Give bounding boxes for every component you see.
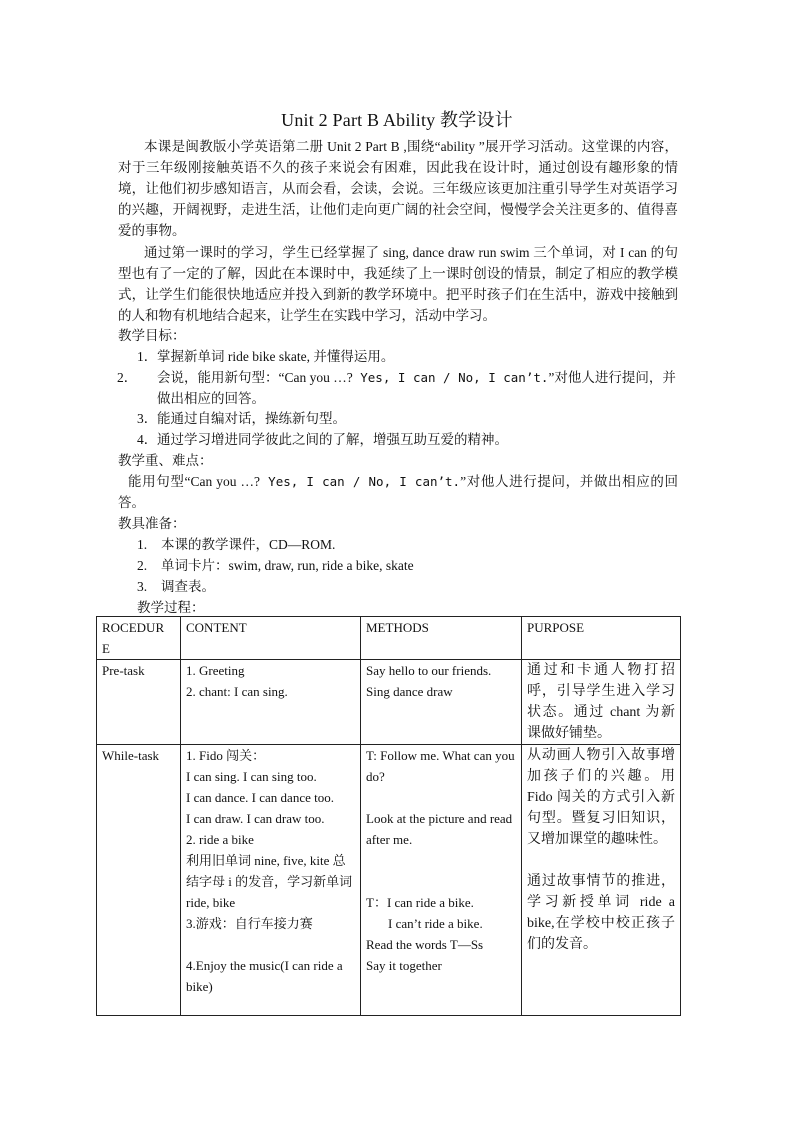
objective-item: 4．通过学习增进同学彼此之间的了解，增强互助互爱的精神。 [137, 432, 508, 447]
intro-paragraph: 本课是闽教版小学英语第二册 Unit 2 Part B ,围绕“ability ”展开学习活动。这堂课的内容，对于三年级刚接触英语不久的孩子来说会有困难，因此我在设计时，通过创设有趣形象的情境，让他们初步感知语言，从而会看，会读，会说。三年级应该更加注重引导学生对英语学习的兴趣，开阔视野，走进生活，让他们走向更广阔的社会空间，慢慢学会关注更多的、值得喜爱的事物。 [118, 139, 678, 238]
key-points-heading: 教学重、难点： [118, 453, 213, 468]
key-points-text: 能用句型“Can you …? Yes, I can / No, I can’t.”对他人进行提问，并做出相应的回答。 [118, 474, 679, 510]
objective-item: 1．掌握新单词 ride bike skate, 并懂得运用。 [137, 349, 395, 364]
process-heading: 教学过程： [137, 600, 205, 615]
procedure-cell: While-task [97, 745, 181, 1016]
table-header-row [97, 617, 681, 660]
purpose-cell: 从动画人物引入故事增加孩子们的兴趣。用 Fido 闯关的方式引入新句型。暨复习旧知识，又增加课堂的趣味性。 通过故事情节的推进，学习新授单词 ride a bike,在学校中校正孩子们的发音。 [522, 745, 681, 1016]
methods-cell: T: Follow me. What can you do? Look at the picture and read after me. T：I can ride a bike. I can’t ride a bike. Read the words T—Ss Say it together [361, 745, 522, 1016]
header-content: CONTENT [181, 617, 361, 660]
purpose-cell: 通过和卡通人物打招呼，引导学生进入学习状态。通过 chant 为新课做好铺垫。 [522, 660, 681, 745]
process-table [96, 616, 681, 1016]
material-item: 2. 单词卡片：swim, draw, run, ride a bike, skate [137, 558, 414, 573]
objectives-heading: 教学目标： [118, 328, 186, 343]
header-procedure: ROCEDUR E [97, 617, 181, 660]
content-cell: 1. Greeting 2. chant: I can sing. [181, 660, 361, 745]
methods-cell: Say hello to our friends. Sing dance draw [361, 660, 522, 745]
material-item: 3. 调查表。 [137, 579, 215, 594]
table-row [97, 660, 681, 745]
header-methods: METHODS [361, 617, 522, 660]
document-title: Unit 2 Part B Ability 教学设计 [281, 110, 513, 130]
header-purpose: PURPOSE [522, 617, 681, 660]
procedure-cell: Pre-task [97, 660, 181, 745]
material-item: 1. 本课的教学课件，CD—ROM. [137, 537, 336, 552]
background-paragraph: 通过第一课时的学习，学生已经掌握了 sing, dance draw run swim 三个单词，对 I can 的句型也有了一定的了解，因此在本课时中，我延续了上一课时创设的情景，制定了相应的教学模式，让学生们能很快地适应并投入到新的教学环境中。把平时孩子们在生活中，游戏中接触到的人和物有机地结合起来，让学生在实践中学习，活动中学习。 [118, 245, 678, 323]
table-row [97, 745, 681, 1016]
objective-item: 3．能通过自编对话，操练新句型。 [137, 411, 346, 426]
content-cell: 1. Fido 闯关： I can sing. I can sing too. I can dance. I can dance too. I can draw. I can draw too. 2. ride a bike 利用旧单词 nine, five, kite 总结字母 i 的发音，学习新单词 ride, bike 3.游戏：自行车接力赛 4.Enjoy the music(I can ride a bike) [181, 745, 361, 1016]
objective-item: 2． 会说，能用新句型：“Can you …? Yes, I can / No, I can’t.”对他人进行提问，并做出相应的回答。 [117, 370, 676, 406]
materials-heading: 教具准备： [118, 516, 186, 531]
